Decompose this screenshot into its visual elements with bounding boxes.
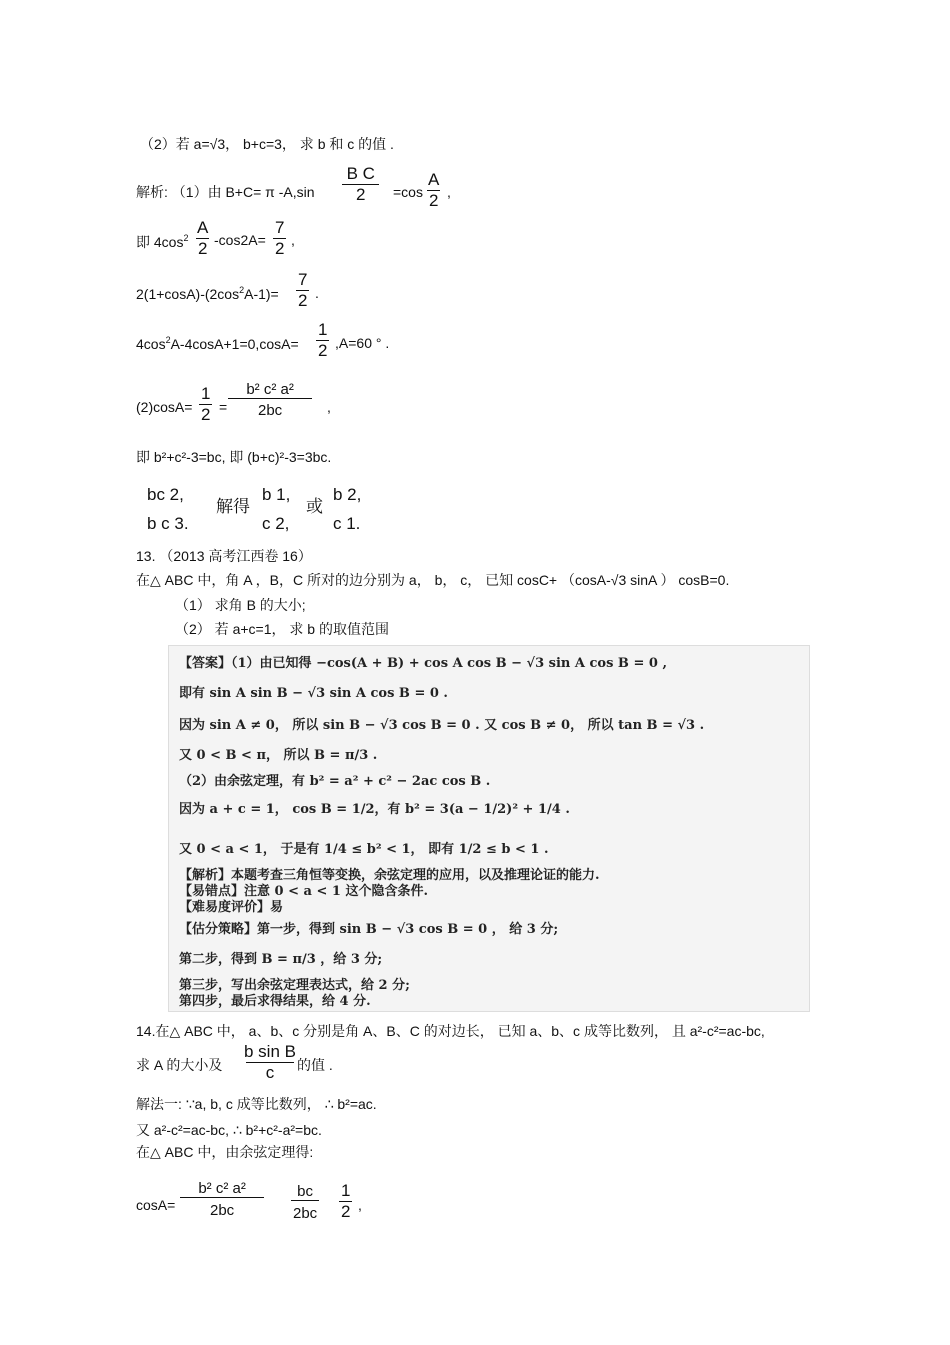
answer-line: 又 0 < B < π， 所以 B = π/3 .: [179, 748, 378, 763]
analysis-line3-c: .: [315, 285, 319, 301]
answer-line: 因为 a + c = 1， cos B = 1/2，有 b² = 3(a − 1/2)² + 1/4 .: [179, 802, 570, 817]
q14-cos-frac3: [339, 1181, 352, 1222]
answer-line: 【解析】本题考查三角恒等变换，余弦定理的应用，以及推理论证的能力.: [179, 868, 600, 883]
analysis-line6: 即 b²+c²-3=bc, 即 (b+c)²-3=3bc.: [136, 449, 332, 465]
line2-a: 即 4cos: [136, 234, 184, 250]
analysis-line2-c: ,: [291, 232, 295, 248]
line4-b: A-4cosA+1=0,cosA=: [170, 336, 299, 352]
q14-cos-frac2: [291, 1183, 319, 1222]
q14-ask-a: 求 A 的大小及: [136, 1057, 223, 1073]
answer-line: 第二步，得到 B = π/3 ，给 3 分;: [179, 952, 383, 967]
frac-den: 2bc: [291, 1200, 319, 1222]
answer-line: 因为 sin A ≠ 0， 所以 sin B − √3 cos B = 0 . 又 cos B ≠ 0， 所以 tan B = √3 .: [179, 718, 705, 733]
prev-part2-text: （2）若 a=√3， b+c=3， 求 b 和 c 的值 .: [140, 136, 394, 152]
frac-den: 2: [275, 239, 285, 258]
frac-num: b² c² a²: [246, 381, 294, 398]
frac-den: 2bc: [228, 398, 312, 419]
frac-den: 2: [197, 239, 208, 258]
line3-a: 2(1+cosA)-(2cos: [136, 286, 240, 302]
answer-line: 【估分策略】第一步，得到 sin B − √3 cos B = 0 ， 给 3 分;: [179, 922, 559, 937]
frac-den: c: [246, 1062, 295, 1083]
q13-header: 13. （2013 高考江西卷 16）: [136, 548, 312, 564]
answer-line: 又 0 < a < 1， 于是有 1/4 ≤ b² < 1， 即有 1/2 ≤ b < 1 .: [179, 842, 549, 857]
analysis-line5-c: ,: [327, 399, 331, 415]
frac-num: 1: [318, 320, 328, 339]
system-1: [147, 480, 189, 538]
q14-stem: 14.在△ ABC 中， a、b、c 分别是角 A、B、C 的对边长， 已知 a、b、c 成等比数列， 且 a²-c²=ac-bc,: [136, 1023, 765, 1039]
q14-sol2: 又 a²-c²=ac-bc, ∴ b²+c²-a²=bc.: [136, 1122, 322, 1138]
analysis-prefix: 解析: （1）由 B+C= π -A,sin: [136, 184, 315, 200]
frac-num: A: [428, 170, 440, 189]
analysis-line3-a: $2(1+\cos A)-(2\cos^2A-1)=$: [136, 285, 279, 302]
frac-num: A: [197, 218, 209, 237]
system-1-row1: bc 2,: [147, 485, 184, 504]
analysis-tail: ,: [447, 184, 451, 200]
q13-sub2: （2） 若 a+c=1， 求 b 的取值范围: [175, 621, 389, 637]
q14-cos-tail: ,: [358, 1197, 362, 1213]
q14-cos-frac1: [180, 1180, 264, 1219]
system-3: [333, 480, 361, 538]
analysis-line2-a: 即 $4\cos^2$: [136, 233, 189, 250]
frac-num: b sin B: [244, 1042, 296, 1061]
prev-part2: [140, 134, 394, 154]
system-3-row1: b 2,: [333, 485, 362, 504]
line4-a: 4cos: [136, 336, 166, 352]
q13-sub1: （1） 求角 B 的大小;: [175, 597, 306, 613]
frac-den: 2: [201, 405, 211, 424]
analysis-mid: =cos: [393, 184, 423, 200]
system-2-row1: b 1,: [262, 485, 291, 504]
analysis-line5-eq: =: [219, 399, 228, 415]
frac-num: B C: [346, 164, 375, 183]
answer-line: 【答案】（1）由已知得 −cos(A + B) + cos A cos B − √3 sin A cos B = 0 ,: [179, 656, 667, 671]
frac-num: 7: [298, 270, 308, 289]
analysis-frac-a2: [426, 170, 441, 211]
answer-line: 【易错点】注意 0 < a < 1 这个隐含条件.: [179, 884, 428, 899]
system-2-row2: c 2,: [262, 514, 290, 533]
or-word: 或: [306, 497, 323, 516]
frac-den: 2: [428, 191, 439, 210]
analysis-line3-frac: [296, 270, 309, 311]
analysis-line4-c: ,A=60 ° .: [335, 335, 390, 351]
q14-sol1: 解法一: ∵a, b, c 成等比数列， ∴ b²=ac.: [136, 1096, 377, 1112]
q13-stem: 在△ ABC 中，角 A ，B，C 所对的边分别为 a， b， c， 已知 cosC+ （cosA-√3 sinA ） cosB=0.: [136, 572, 730, 588]
frac-num: bc: [297, 1183, 314, 1200]
answer-line: 第四步，最后求得结果，给 4 分.: [179, 994, 371, 1009]
frac-den: 2: [341, 1202, 351, 1221]
answer-image: [168, 645, 810, 1012]
frac-num: 7: [275, 218, 285, 237]
analysis-line5-frac2: [228, 381, 312, 419]
frac-num: 1: [341, 1181, 351, 1200]
q14-ask-frac: [242, 1042, 298, 1083]
analysis-line5-frac: [199, 384, 212, 425]
analysis-line2-frac: [195, 218, 210, 259]
frac-den: 2bc: [180, 1197, 264, 1219]
answer-line: 第三步，写出余弦定理表达式，给 2 分;: [179, 978, 410, 993]
frac-num: 1: [201, 384, 211, 403]
analysis-line4: $4\cos^2A-4\cos A+1=0,\cos A=$: [136, 335, 299, 352]
analysis-line5-a: (2)cosA=: [136, 399, 193, 415]
answer-line: （2）由余弦定理，有 b² = a² + c² − 2ac cos B .: [179, 774, 491, 789]
line3-b: A-1)=: [244, 286, 279, 302]
frac-den: 2: [318, 341, 328, 360]
system-1-row2: b c 3.: [147, 514, 189, 533]
analysis-frac-bc: [342, 164, 379, 205]
system-2: [262, 480, 290, 538]
frac-den: 2: [298, 291, 308, 310]
q14-cos-prefix: cosA=: [136, 1197, 176, 1213]
analysis-line2-b: -cos2A=: [214, 232, 266, 248]
analysis-line2-res: [273, 218, 286, 259]
answer-line: 即有 sin A sin B − √3 sin A cos B = 0 .: [179, 686, 448, 701]
frac-num: b² c² a²: [198, 1180, 246, 1197]
analysis-line4-frac: [316, 320, 329, 361]
q14-sol3: 在△ ABC 中，由余弦定理得:: [136, 1144, 314, 1160]
answer-line: 【难易度评价】易: [179, 900, 284, 915]
system-3-row2: c 1.: [333, 514, 361, 533]
solve-word: 解得: [216, 497, 250, 516]
frac-den: 2: [342, 184, 379, 205]
q14-ask-b: 的值 .: [297, 1057, 333, 1073]
